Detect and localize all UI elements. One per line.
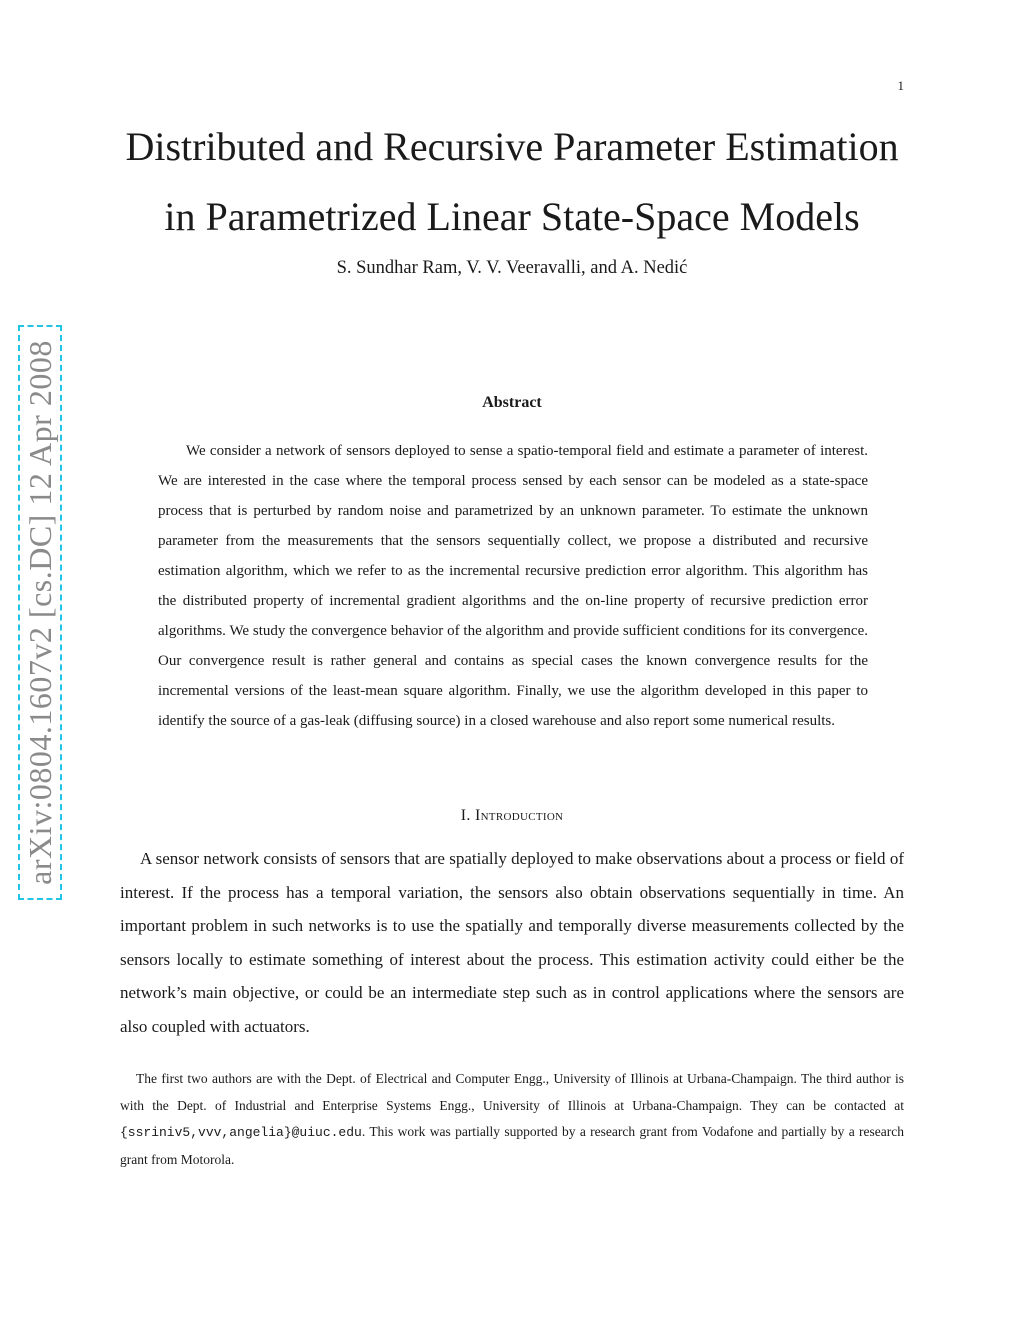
section-title: Introduction xyxy=(474,807,564,824)
title-line-2: in Parametrized Linear State-Space Models xyxy=(164,194,860,239)
footnote-text-after-email: . This work was partially supported by a research grant from Vodafone and partially by a research grant from Motorola. xyxy=(120,1124,904,1167)
section-numeral: I. xyxy=(460,807,471,824)
title-line-1: Distributed and Recursive Parameter Estimation xyxy=(125,124,899,169)
paper-title xyxy=(100,112,924,252)
arxiv-identifier-text: arXiv:0804.1607v2 [cs.DC] 12 Apr 2008 xyxy=(21,340,58,885)
contact-email: {ssriniv5,vvv,angelia}@uiuc.edu xyxy=(120,1125,362,1140)
introduction-paragraph: A sensor network consists of sensors that are spatially deployed to make observations about a process or field of interest. If the process has a temporal variation, the sensors also obtain observations sequentially in time. An important problem in such networks is to use the spatially and temporally diverse measurements collected by the sensors locally to estimate something of interest about the process. This estimation activity could either be the network’s main objective, or could be an intermediate step such as in control applications where the sensors are also coupled with actuators. xyxy=(120,849,904,1036)
abstract-heading: Abstract xyxy=(482,394,542,411)
arxiv-identifier-stamp[interactable] xyxy=(18,325,62,900)
section-heading-introduction xyxy=(100,807,924,825)
page-number: 1 xyxy=(897,78,904,93)
footnote-text-before-email: The first two authors are with the Dept. of Electrical and Computer Engg., University of Illinois at Urbana-Champaign. The third author is with the Dept. of Industrial and Enterprise Systems Engg., University of Illinois at Urbana-Champaign. They can be contacted at xyxy=(120,1071,904,1113)
author-affiliation-footnote xyxy=(120,1066,904,1173)
abstract-body: We consider a network of sensors deployed to sense a spatio-temporal field and estimate a parameter of interest. We are interested in the case where the temporal process sensed by each sensor can be modeled as a state-space process that is perturbed by random noise and parametrized by an unknown parameter. To estimate the unknown parameter from the measurements that the sensors sequentially collect, we propose a distributed and recursive estimation algorithm, which we refer to as the incremental recursive prediction error algorithm. This algorithm has the distributed property of incremental gradient algorithms and the on-line property of recursive prediction error algorithms. We study the convergence behavior of the algorithm and provide sufficient conditions for its convergence. Our convergence result is rather general and contains as special cases the known convergence results for the incremental versions of the least-mean square algorithm. Finally, we use the algorithm developed in this paper to identify the source of a gas-leak (diffusing source) in a closed warehouse and also report some numerical results. xyxy=(158,443,868,729)
author-list: S. Sundhar Ram, V. V. Veeravalli, and A. Nedić xyxy=(336,258,688,278)
